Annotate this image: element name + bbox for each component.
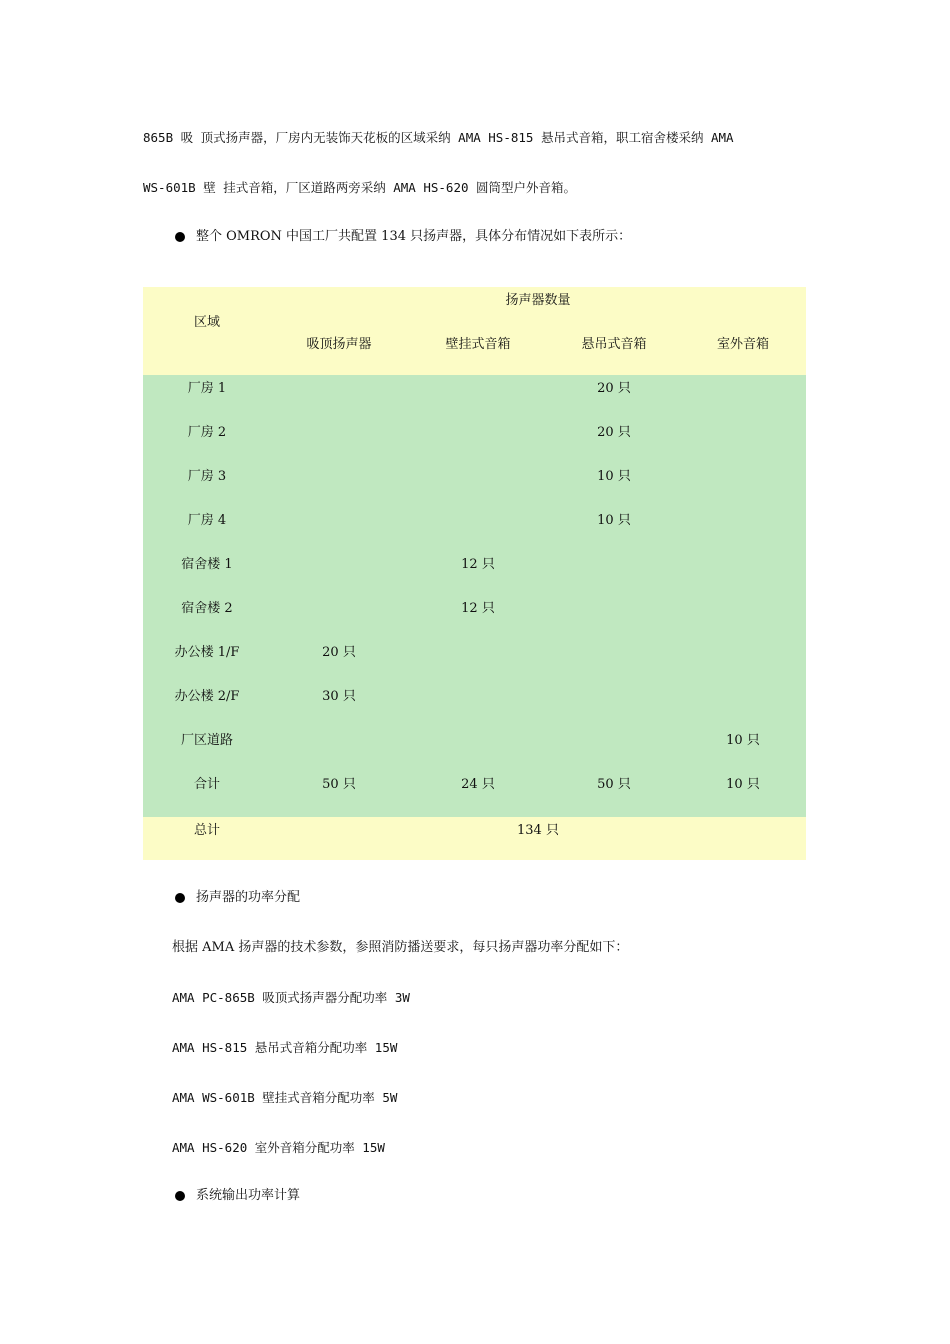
power-line: AMA HS-815 悬吊式音箱分配功率 15W: [172, 1040, 398, 1055]
table-total-value: 134 只: [517, 823, 559, 838]
table-cell: 10 只: [726, 777, 760, 792]
bullet-power-allocation-text: 扬声器的功率分配: [196, 890, 301, 905]
power-line: AMA WS-601B 壁挂式音箱分配功率 5W: [172, 1090, 398, 1105]
bullet-distribution-text: 整个 OMRON 中国工厂共配置 134 只扬声器，具体分布情况如下表所示：: [196, 229, 632, 244]
table-cell: 24 只: [461, 777, 495, 792]
table-cell: 20 只: [597, 425, 631, 440]
speaker-distribution-table: [143, 287, 806, 860]
table-total-label: 总计: [193, 823, 220, 838]
table-cell: 20 只: [322, 645, 356, 660]
intro-line-2: WS-601B 壁 挂式音箱，厂区道路两旁采纳 AMA HS-620 圆筒型户外音箱。: [143, 180, 577, 195]
table-cell: 12 只: [461, 601, 495, 616]
table-row-region: 办公楼 2/F: [174, 689, 240, 704]
table-row-region: 宿舍楼 2: [181, 601, 233, 616]
bullet-icon: [175, 893, 185, 903]
table-column-header: 室外音箱: [716, 337, 769, 352]
table-cell: 10 只: [597, 469, 631, 484]
table-row-region: 宿舍楼 1: [181, 557, 233, 572]
table-header-group: 扬声器数量: [505, 293, 571, 308]
table-row-region: 厂房 3: [187, 469, 227, 484]
power-line: AMA PC-865B 吸顶式扬声器分配功率 3W: [172, 990, 410, 1005]
bullet-icon: [175, 1191, 185, 1201]
table-row-region: 厂房 1: [187, 381, 227, 396]
table-column-header: 吸顶扬声器: [306, 337, 372, 352]
power-line: AMA HS-620 室外音箱分配功率 15W: [172, 1140, 385, 1155]
table-column-header: 壁挂式音箱: [445, 337, 511, 352]
table-cell: 10 只: [597, 513, 631, 528]
table-row-region: 厂房 4: [187, 513, 227, 528]
table-header-region: 区域: [193, 315, 220, 330]
intro-line-1: 865B 吸 顶式扬声器，厂房内无装饰天花板的区域采纳 AMA HS-815 悬吊式音箱，职工宿舍楼采纳 AMA: [143, 130, 734, 145]
table-cell: 20 只: [597, 381, 631, 396]
table-cell: 50 只: [597, 777, 631, 792]
power-intro-text: 根据 AMA 扬声器的技术参数，参照消防播送要求，每只扬声器功率分配如下：: [172, 940, 629, 955]
table-cell: 10 只: [726, 733, 760, 748]
table-row-region: 办公楼 1/F: [174, 645, 240, 660]
table-row-region: 厂房 2: [187, 425, 227, 440]
table-cell: 30 只: [322, 689, 356, 704]
table-cell: 50 只: [322, 777, 356, 792]
table-cell: 12 只: [461, 557, 495, 572]
bullet-output-power-text: 系统输出功率计算: [196, 1188, 301, 1203]
table-column-header: 悬吊式音箱: [581, 337, 647, 352]
table-row-region: 合计: [193, 777, 220, 792]
bullet-icon: [175, 232, 185, 242]
table-row-region: 厂区道路: [180, 733, 233, 748]
table-body-band: [143, 375, 806, 817]
